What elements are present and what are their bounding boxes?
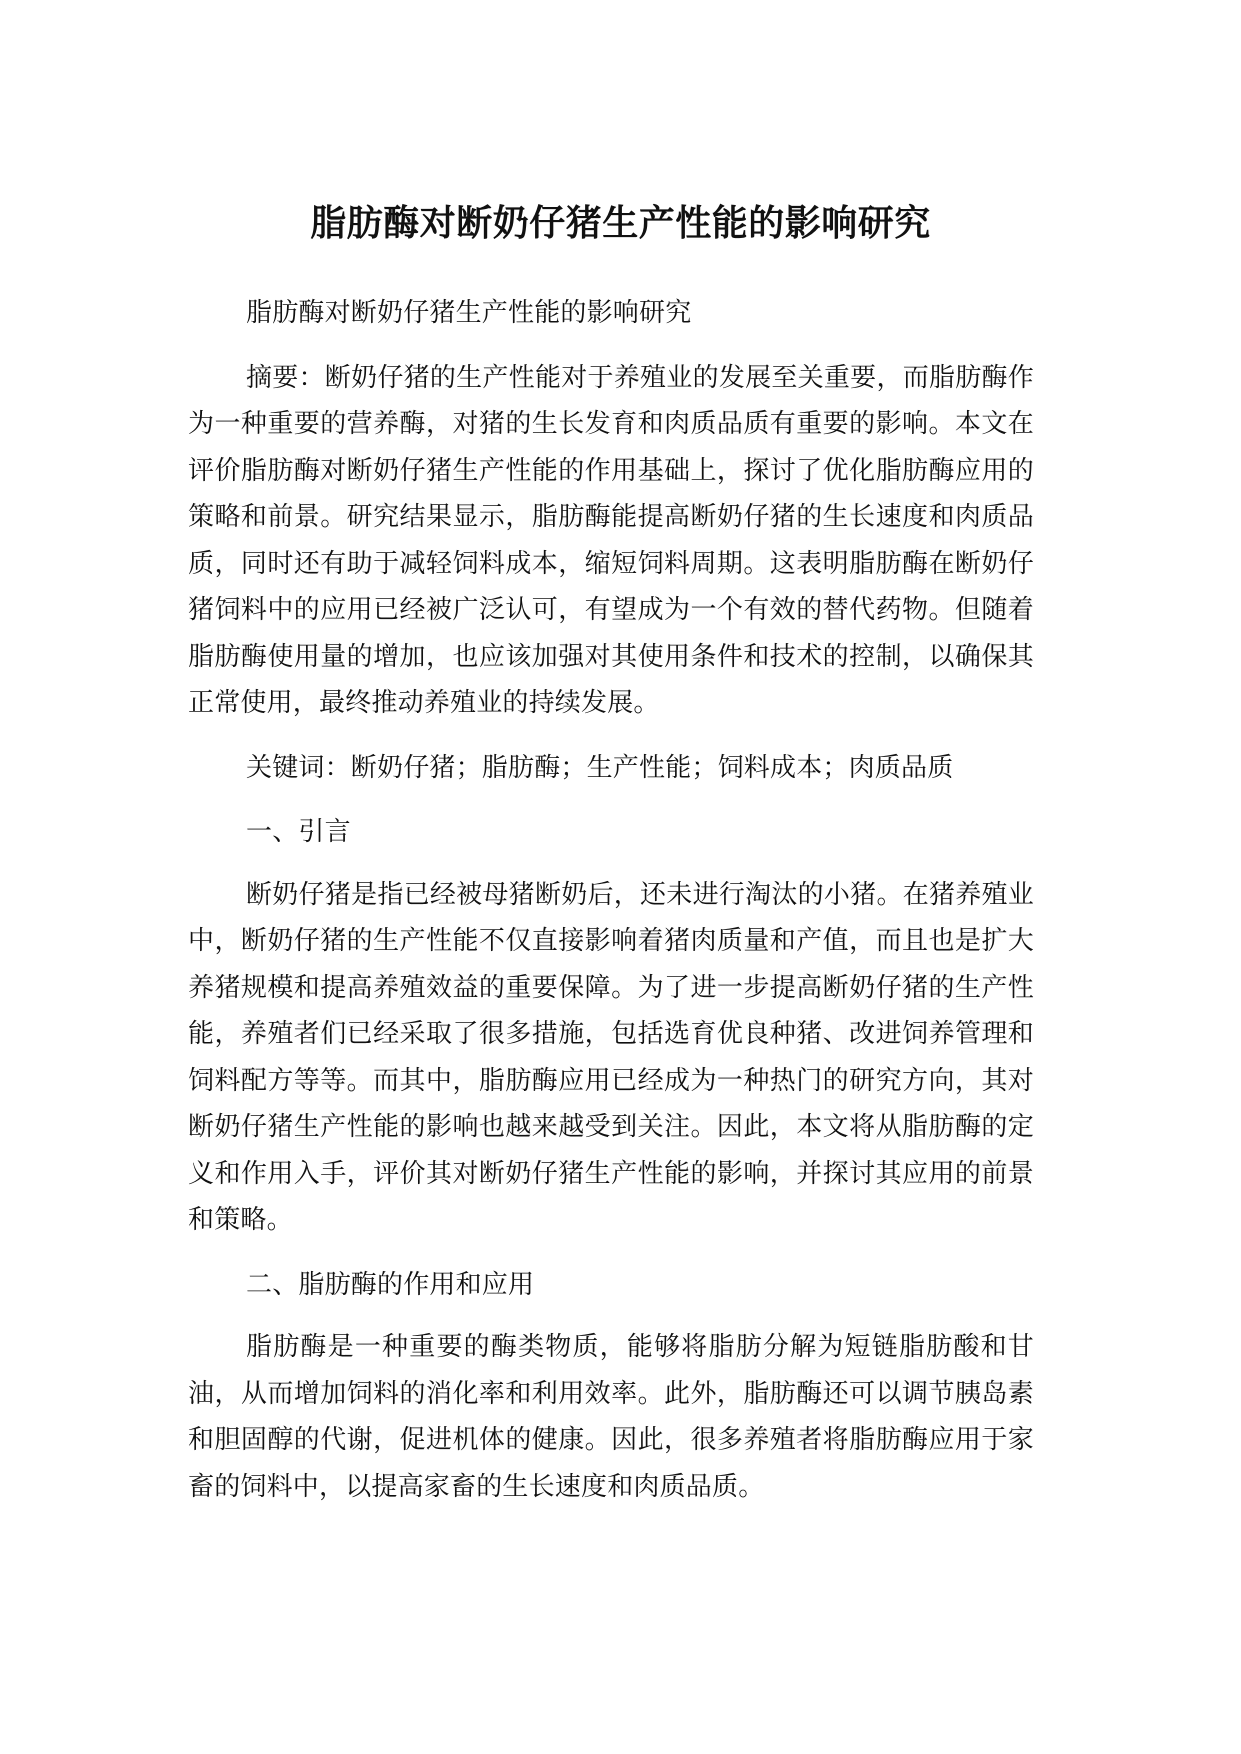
keywords-paragraph: 关键词：断奶仔猪；脂肪酶；生产性能；饲料成本；肉质品质 <box>246 752 954 783</box>
subtitle-paragraph: 脂肪酶对断奶仔猪生产性能的影响研究 <box>246 298 692 328</box>
introduction-paragraph: 断奶仔猪是指已经被母猪断奶后，还未进行淘汰的小猪。在猪养殖业中，断奶仔猪的生产性能不仅直接影响着猪肉质量和产值，而且也是扩大养猪规模和提高养殖效益的重要保障。为了进一步提高断奶仔猪的生产性能，养殖者们已经采取了很多措施，包括选育优良种猪、改进饲养管理和饲料配方等等。而其中，脂肪酶应用已经成为一种热门的研究方向，其对断奶仔猪生产性能的影响也越来越受到关注。因此，本文将从脂肪酶的定义和作用入手，评价其对断奶仔猪生产性能的影响，并探讨其应用的前景和策略。 <box>188 879 1034 1235</box>
lipase-function-paragraph: 脂肪酶是一种重要的酶类物质，能够将脂肪分解为短链脂肪酸和甘油，从而增加饲料的消化率和利用效率。此外，脂肪酶还可以调节胰岛素和胆固醇的代谢，促进机体的健康。因此，很多养殖者将脂肪酶应用于家畜的饲料中，以提高家畜的生长速度和肉质品质。 <box>188 1332 1034 1502</box>
section-heading-lipase-function: 二、脂肪酶的作用和应用 <box>246 1269 535 1300</box>
section-heading-introduction: 一、引言 <box>246 817 351 847</box>
abstract-paragraph: 摘要：断奶仔猪的生产性能对于养殖业的发展至关重要，而脂肪酶作为一种重要的营养酶，对猪的生长发育和肉质品质有重要的影响。本文在评价脂肪酶对断奶仔猪生产性能的作用基础上，探讨了优化脂肪酶应用的策略和前景。研究结果显示，脂肪酶能提高断奶仔猪的生长速度和肉质品质，同时还有助于减轻饲料成本，缩短饲料周期。这表明脂肪酶在断奶仔猪饲料中的应用已经被广泛认可，有望成为一个有效的替代药物。但随着脂肪酶使用量的增加，也应该加强对其使用条件和技术的控制，以确保其正常使用，最终推动养殖业的持续发展。 <box>188 362 1034 718</box>
document-title: 脂肪酶对断奶仔猪生产性能的影响研究 <box>310 203 931 245</box>
document-body <box>188 290 1034 1528</box>
